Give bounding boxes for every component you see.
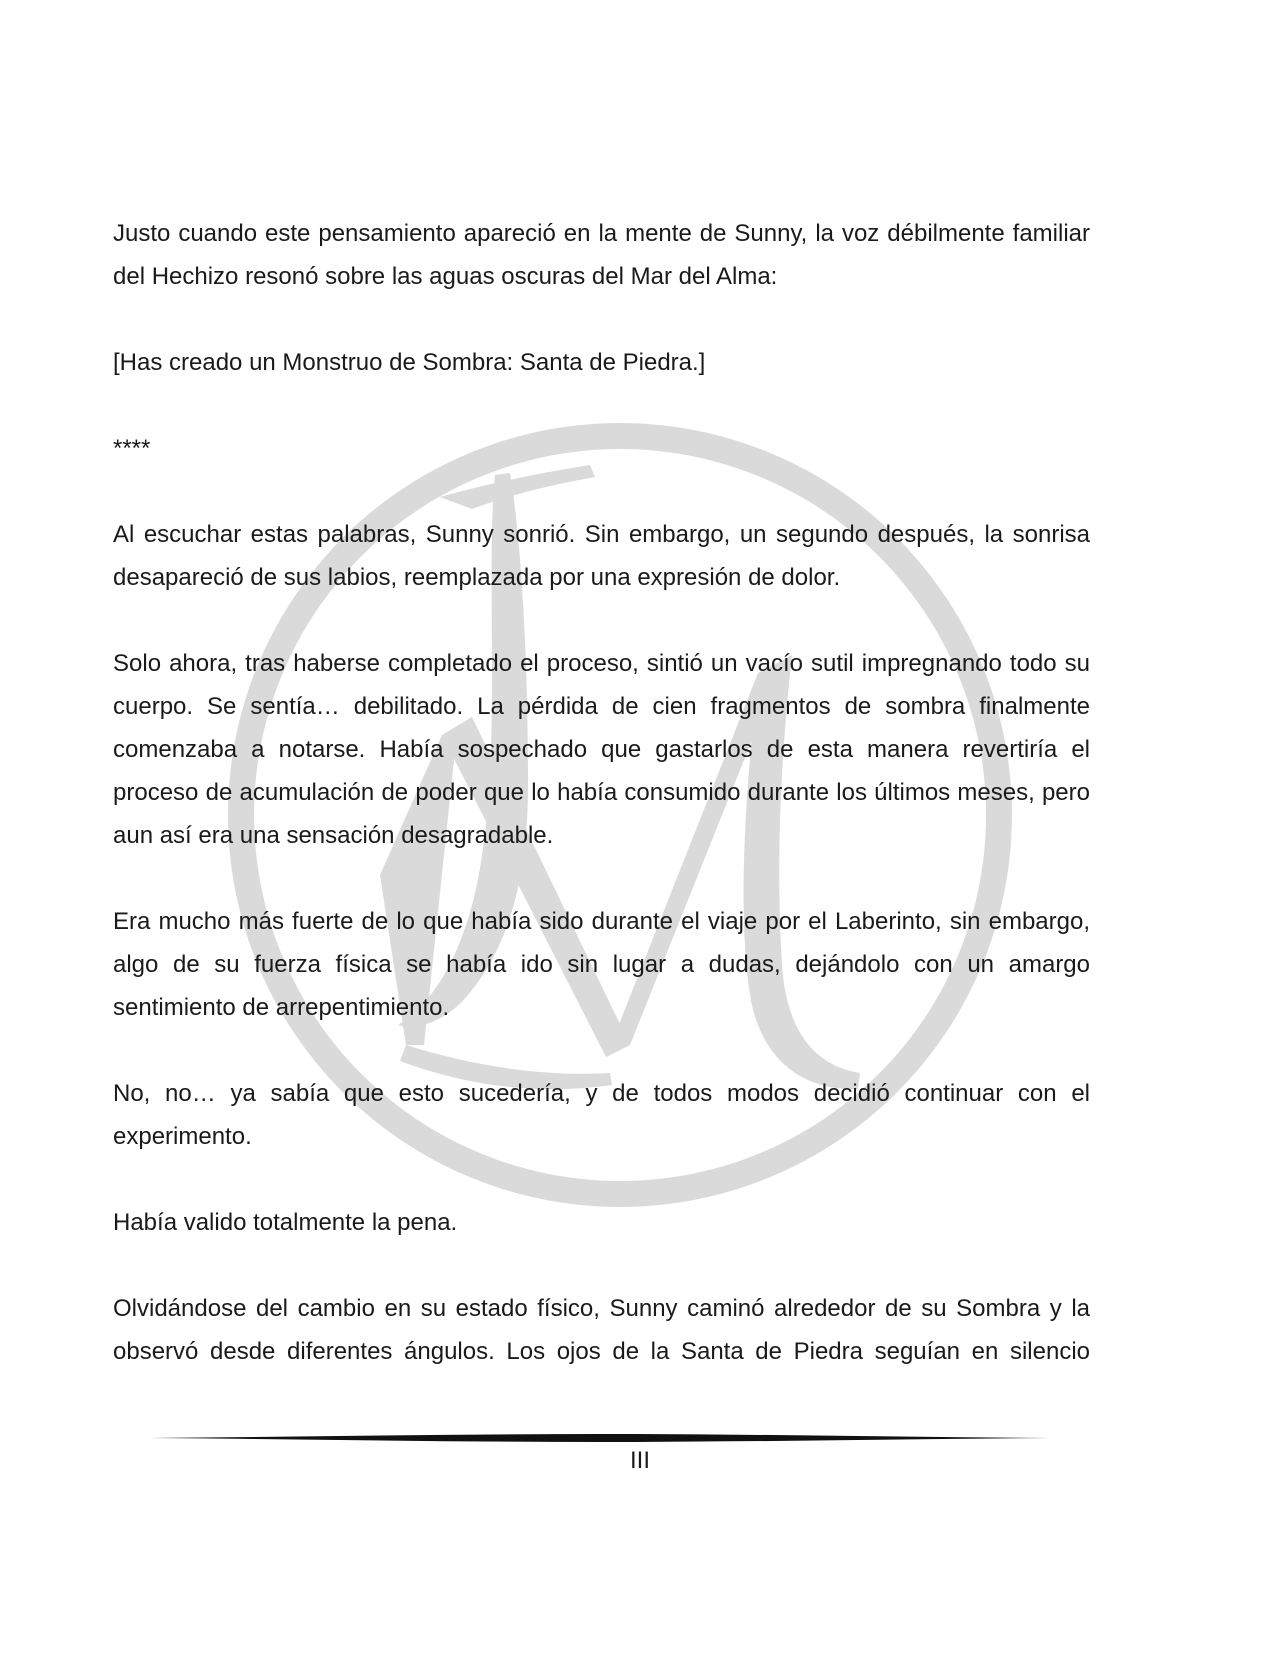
paragraph: [Has creado un Monstruo de Sombra: Santa de Piedra.] — [113, 349, 706, 376]
paragraph: Había valido totalmente la pena. — [113, 1209, 458, 1236]
paragraph: Solo ahora, tras haberse completado el proceso, sintió un vacío sutil impregnando todo su cuerpo. Se sentía… debilitado. La pérdida de cien fragmentos de sombra finalmente comenzaba a notarse. Había sospechado que gastarlos de esta manera revertiría el proceso de acumulación de poder que lo había consumido durante los últimos meses, pero aun así era una sensación desagradable. — [113, 650, 1090, 849]
footer-divider — [150, 1432, 1050, 1444]
paragraph: Era mucho más fuerte de lo que había sido durante el viaje por el Laberinto, sin embargo, algo de su fuerza física se había ido sin lugar a dudas, dejándolo con un amargo sentimiento de arrepentimiento. — [113, 908, 1090, 1021]
paragraph: Olvidándose del cambio en su estado físico, Sunny caminó alrededor de su Sombra y la observó desde diferentes ángulos. Los ojos de la Santa de Piedra seguían en silencio — [113, 1295, 1090, 1365]
page-number: III — [629, 1447, 650, 1474]
paragraph: Justo cuando este pensamiento apareció en la mente de Sunny, la voz débilmente familiar del Hechizo resonó sobre las aguas oscuras del Mar del Alma: — [113, 220, 1090, 290]
scene-break: **** — [113, 435, 151, 462]
paragraph: No, no… ya sabía que esto sucedería, y de todos modos decidió continuar con el experimento. — [113, 1080, 1090, 1150]
body-text — [113, 212, 1090, 1416]
paragraph: Al escuchar estas palabras, Sunny sonrió. Sin embargo, un segundo después, la sonrisa desapareció de sus labios, reemplazada por una expresión de dolor. — [113, 521, 1090, 591]
